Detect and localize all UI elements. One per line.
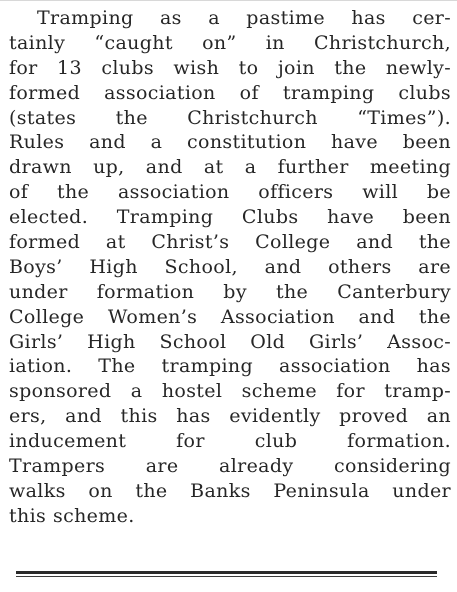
article-line: Trampers are already considering	[9, 455, 451, 478]
top-border	[0, 0, 457, 1]
article-line: drawn up, and at a further meeting	[9, 156, 451, 179]
article-line: ers, and this has evidently proved an	[9, 405, 451, 428]
article-line: College Women’s Association and the	[9, 305, 451, 328]
article-line: of the association officers will be	[9, 181, 451, 204]
article-line: Girls’ High School Old Girls’ Assoc-	[9, 330, 451, 353]
article-line: (states the Christchurch “Times”).	[9, 106, 451, 129]
article-line: formed association of tramping clubs	[9, 81, 451, 104]
article-line: Boys’ High School, and others are	[9, 255, 451, 278]
article-line: for 13 clubs wish to join the newly-	[9, 56, 451, 79]
article-line: Tramping as a pastime has cer-	[37, 7, 451, 29]
article-body	[9, 6, 451, 529]
article-line: sponsored a hostel scheme for tramp-	[9, 380, 451, 403]
article-line: walks on the Banks Peninsula under	[9, 479, 451, 502]
section-divider	[16, 571, 437, 577]
article-line: under formation by the Canterbury	[9, 280, 451, 303]
article-line: iation. The tramping association has	[9, 355, 451, 378]
article-line: inducement for club formation.	[9, 430, 451, 453]
article-line: formed at Christ’s College and the	[9, 231, 451, 254]
article-line: this scheme.	[9, 504, 135, 527]
article-line: elected. Tramping Clubs have been	[9, 206, 451, 229]
article-line: tainly “caught on” in Christchurch,	[9, 31, 451, 54]
article-line: Rules and a constitution have been	[9, 131, 451, 154]
divider-thin-line	[16, 576, 437, 577]
